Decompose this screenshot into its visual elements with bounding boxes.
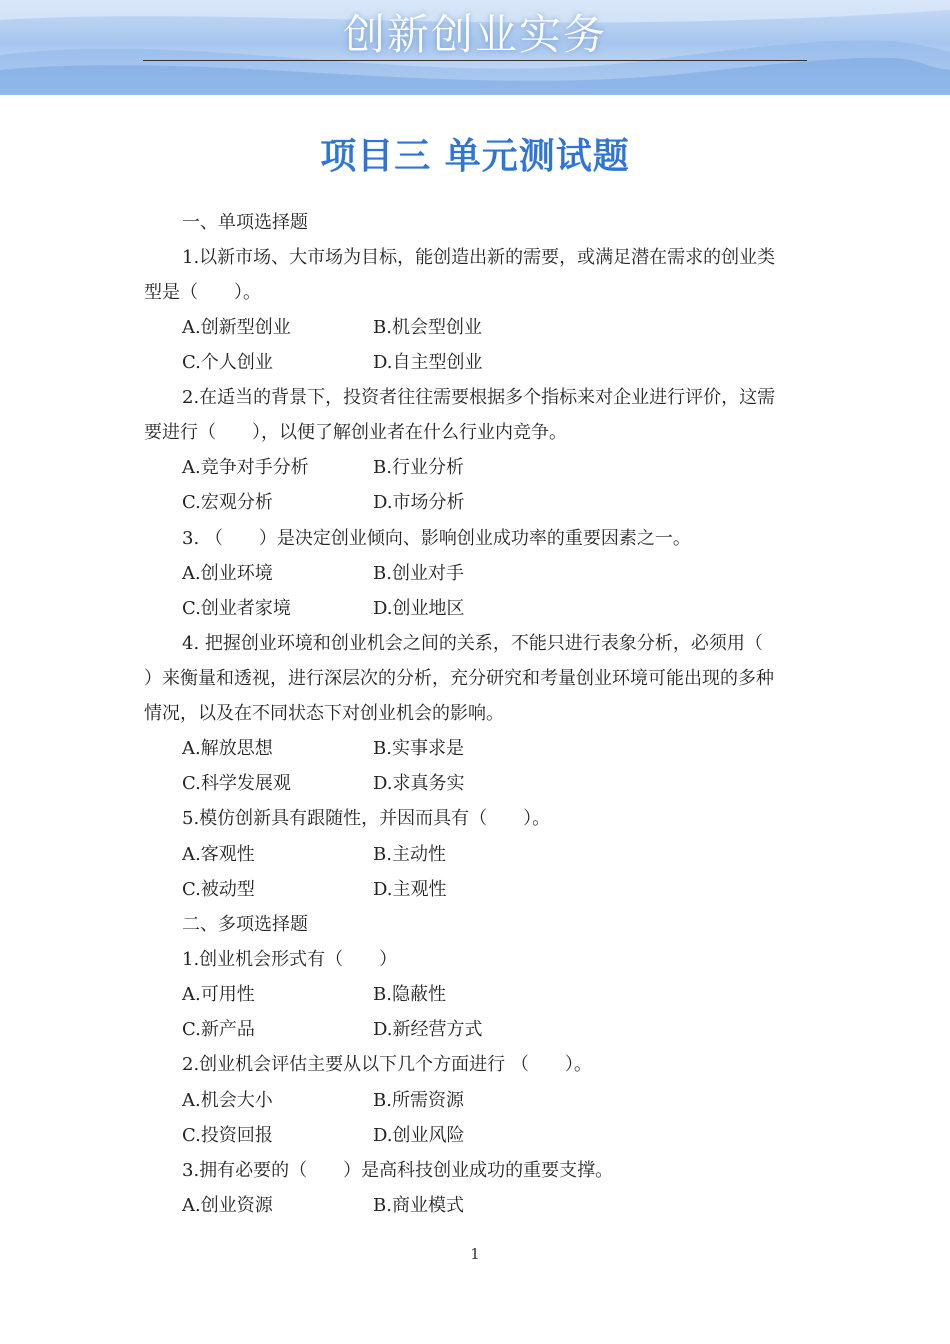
option-c: C.个人创业	[182, 352, 273, 373]
option-b: B.主动性	[373, 844, 446, 865]
option-a: A.创业资源	[182, 1195, 273, 1216]
option-a: A.可用性	[182, 984, 255, 1005]
option-b: B.行业分析	[373, 457, 464, 478]
option-a: A.竞争对手分析	[182, 457, 309, 478]
option-d: D.创业地区	[373, 598, 465, 619]
question-text: ）来衡量和透视，进行深层次的分析，充分研究和考量创业环境可能出现的多种	[144, 668, 774, 689]
question-text: 1.以新市场、大市场为目标，能创造出新的需要，或满足潜在需求的创业类	[182, 247, 776, 268]
question-text: 情况，以及在不同状态下对创业机会的影响。	[144, 703, 504, 724]
question-text: 2.在适当的背景下，投资者往往需要根据多个指标来对企业进行评价，这需	[182, 387, 776, 408]
option-c: C.新产品	[182, 1019, 255, 1040]
option-d: D.新经营方式	[373, 1019, 483, 1040]
question-text: 1.创业机会形式有（ ）	[182, 949, 398, 970]
option-d: D.市场分析	[373, 492, 465, 513]
option-b: B.创业对手	[373, 563, 464, 584]
option-b: B.机会型创业	[373, 317, 482, 338]
section-heading-multiple-choice: 二、多项选择题	[182, 914, 308, 935]
section-heading-single-choice: 一、单项选择题	[182, 212, 308, 233]
question-text: 型是（ ）。	[144, 282, 261, 303]
option-a: A.解放思想	[182, 738, 273, 759]
option-c: C.科学发展观	[182, 773, 291, 794]
option-d: D.自主型创业	[373, 352, 483, 373]
option-a: A.创新型创业	[182, 317, 291, 338]
option-d: D.创业风险	[373, 1125, 465, 1146]
option-d: D.主观性	[373, 879, 447, 900]
option-c: C.宏观分析	[182, 492, 273, 513]
option-d: D.求真务实	[373, 773, 465, 794]
page-number: 1	[470, 1245, 480, 1263]
option-b: B.隐蔽性	[373, 984, 446, 1005]
document-title: 项目三 单元测试题	[320, 136, 630, 177]
banner-divider	[143, 60, 807, 61]
header-banner	[0, 0, 950, 95]
option-a: A.机会大小	[182, 1090, 273, 1111]
option-c: C.投资回报	[182, 1125, 273, 1146]
question-text: 2.创业机会评估主要从以下几个方面进行 （ ）。	[182, 1054, 592, 1075]
option-b: B.商业模式	[373, 1195, 464, 1216]
option-c: C.创业者家境	[182, 598, 291, 619]
option-b: B.实事求是	[373, 738, 464, 759]
option-a: A.客观性	[182, 844, 255, 865]
question-text: 3. （ ）是决定创业倾向、影响创业成功率的重要因素之一。	[182, 528, 691, 549]
option-c: C.被动型	[182, 879, 255, 900]
banner-title: 创新创业实务	[342, 10, 607, 59]
question-text: 4. 把握创业环境和创业机会之间的关系，不能只进行表象分析，必须用（	[182, 633, 763, 654]
option-a: A.创业环境	[182, 563, 273, 584]
option-b: B.所需资源	[373, 1090, 464, 1111]
question-text: 3.拥有必要的（ ）是高科技创业成功的重要支撑。	[182, 1160, 614, 1181]
question-text: 5.模仿创新具有跟随性，并因而具有（ ）。	[182, 808, 551, 829]
question-text: 要进行（ ），以便了解创业者在什么行业内竞争。	[144, 422, 567, 443]
